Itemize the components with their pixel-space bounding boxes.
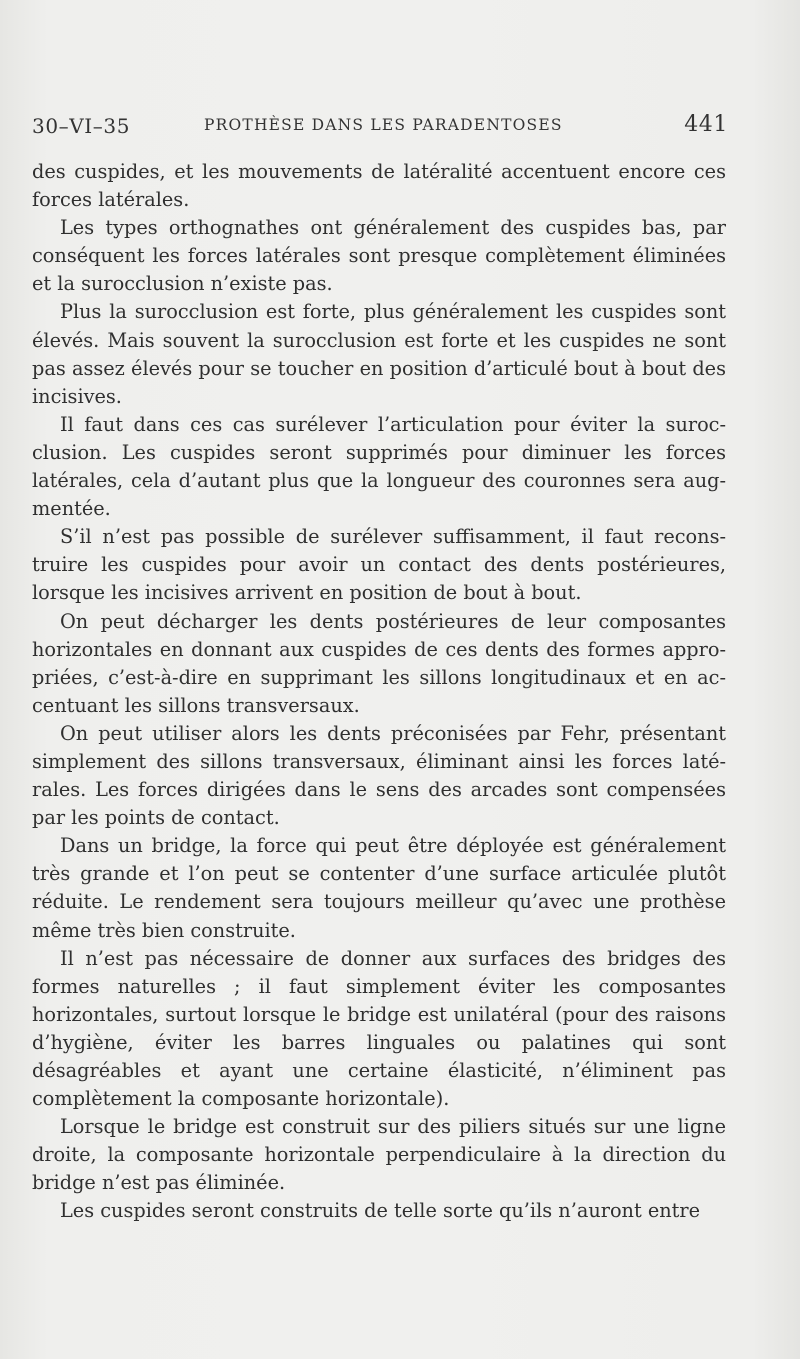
paragraph-6: On peut décharger les dents postérieures de leur composantes horizontales en donnant aux cuspides de ces dents des formes appro-priées, c’est-à-dire en supprimant les sillons longitudinaux et en ac-centuant les sillons transversaux. (32, 609, 726, 717)
paragraph-7: On peut utiliser alors les dents préconisées par Fehr, présentant simplement des sillons transversaux, éliminant ainsi les forces laté-rales. Les forces dirigées dans le sens des arcades sont compensées par les points de contact. (32, 721, 726, 830)
header-date: 30–VI–35 (32, 114, 131, 138)
page-number: 441 (684, 112, 728, 137)
paragraph-10: Lorsque le bridge est construit sur des piliers situés sur une ligne droite, la composante horizontale perpendiculaire à la direction du bridge n’est pas éliminée. (32, 1115, 726, 1195)
paragraph-8: Dans un bridge, la force qui peut être déployée est généralement très grande et l’on peut se contenter d’une surface articulée plutôt réduite. Le rendement sera toujours meilleur qu’avec une prothèse même très bien construite. (32, 834, 726, 942)
paragraph-3: Plus la surocclusion est forte, plus généralement les cuspides sont élevés. Mais souvent la surocclusion est forte et les cuspides ne sont pas assez élevés pour se toucher en position d’articulé bout à bout des incisives. (32, 300, 726, 408)
running-head (32, 112, 728, 142)
paragraph-11: Les cuspides seront construits de telle sorte qu’ils n’auront entre (60, 1199, 701, 1223)
body-text (32, 158, 726, 1226)
paragraph-5: S’il n’est pas possible de surélever suffisamment, il faut recons-truire les cuspides pour avoir un contact des dents postérieures, lorsque les incisives arrivent en position de bout à bout. (32, 525, 726, 605)
header-title: PROTHÈSE DANS LES PARADENTOSES (204, 116, 563, 134)
paragraph-2: Les types orthognathes ont généralement des cuspides bas, par conséquent les forces latérales sont presque complètement éliminées et la surocclusion n’existe pas. (32, 216, 726, 296)
paragraph-1: des cuspides, et les mouvements de latéralité accentuent encore ces forces latérales. (32, 160, 726, 212)
paragraph-9: Il n’est pas nécessaire de donner aux surfaces des bridges des formes naturelles ; il faut simplement éviter les composantes horizontales, surtout lorsque le bridge est unilatéral (pour des raisons d’hygiène, éviter les barres linguales ou palatines qui sont désagréables et ayant une certaine élasticité, n’éliminent pas complètement la composante horizontale). (32, 946, 726, 1111)
paragraph-4: Il faut dans ces cas surélever l’articulation pour éviter la suroc-clusion. Les cuspides seront supprimés pour diminuer les forces latérales, cela d’autant plus que la longueur des couronnes sera aug-mentée. (32, 412, 726, 521)
